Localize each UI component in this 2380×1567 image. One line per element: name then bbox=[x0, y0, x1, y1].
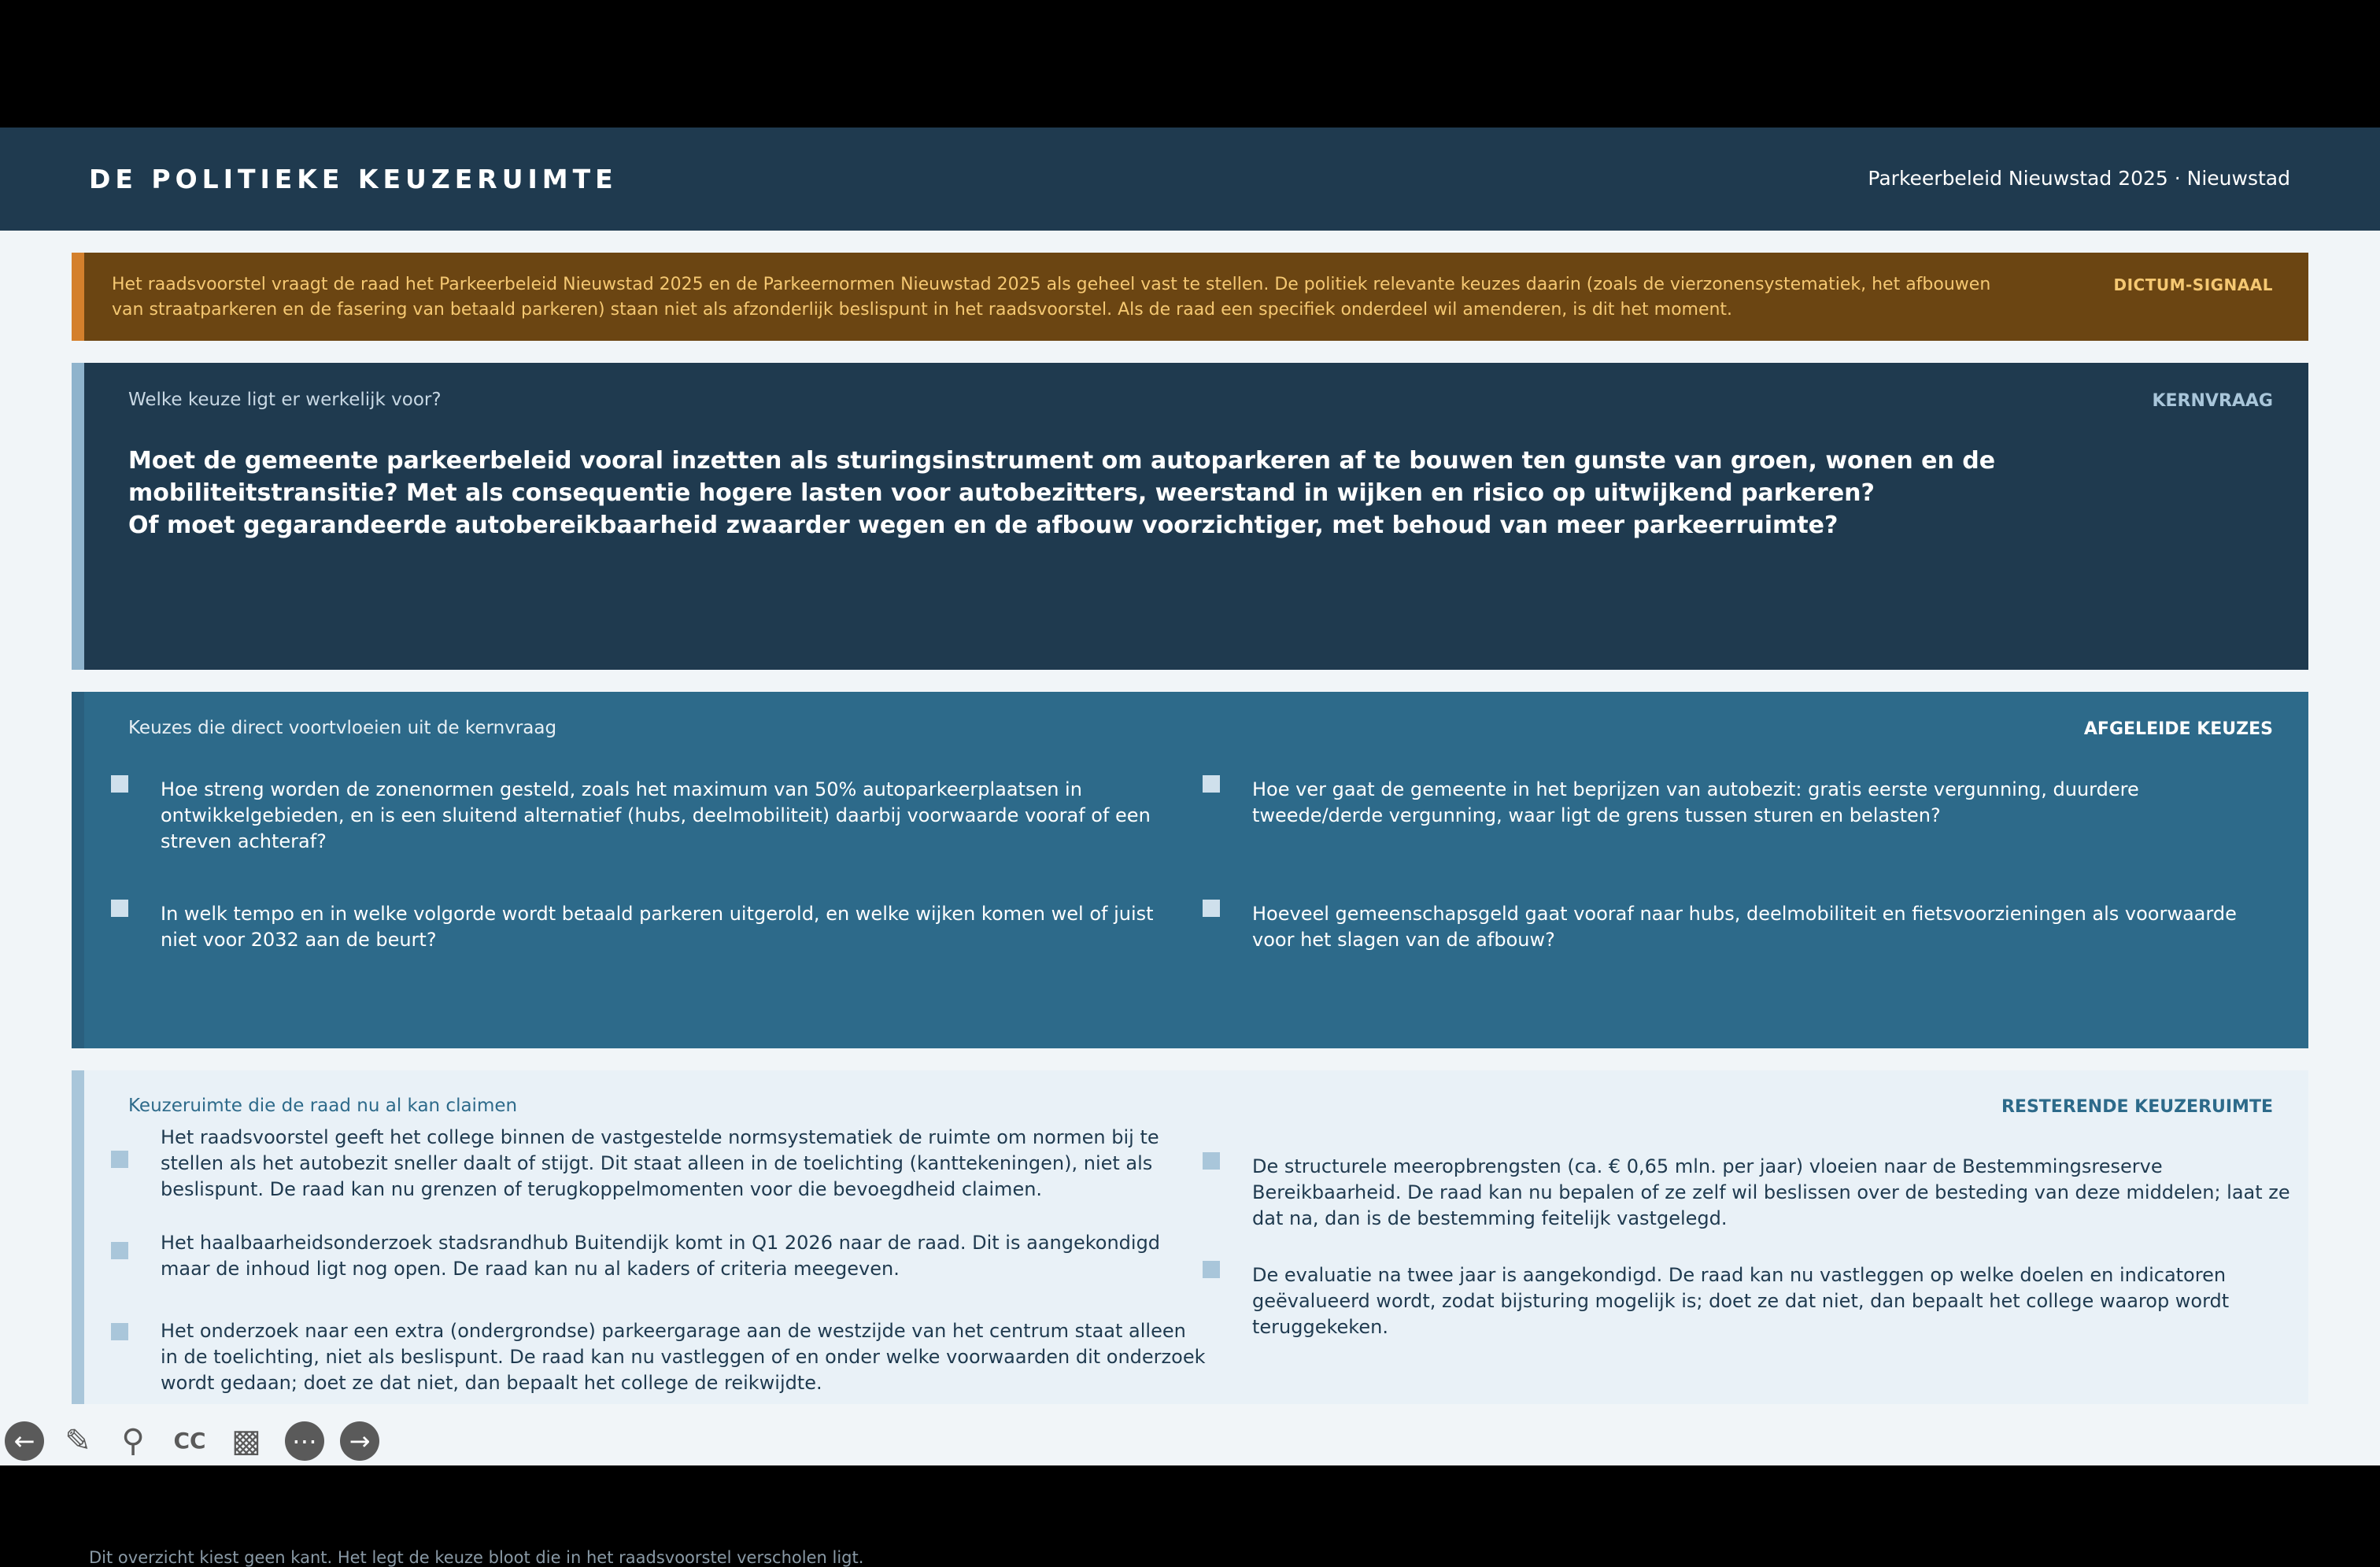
list-item: Het haalbaarheidsonderzoek stadsrandhub Buitendijk komt in Q1 2026 naar de raad. Dit is aangekondigd maar de inhoud ligt nog open. De raad kan nu al kaders of criteria meegeven. bbox=[161, 1232, 1161, 1280]
core-kicker: Welke keuze ligt er werkelijk voor? bbox=[128, 390, 442, 410]
page-subtitle: Parkeerbeleid Nieuwstad 2025 · Nieuwstad bbox=[1868, 167, 2290, 190]
presentation-slide bbox=[0, 128, 2380, 1567]
bullet-square-icon bbox=[1203, 900, 1220, 917]
more-icon[interactable]: ⋯ bbox=[285, 1421, 324, 1461]
pen-icon[interactable]: ✎ bbox=[65, 1423, 91, 1459]
core-tag: KERNVRAAG bbox=[2152, 391, 2273, 411]
captions-icon[interactable]: CC bbox=[173, 1428, 206, 1454]
arrow-right-icon[interactable]: → bbox=[340, 1421, 379, 1461]
bullet-square-icon bbox=[111, 775, 128, 793]
core-question bbox=[128, 445, 2206, 541]
list-item: Hoeveel gemeenschapsgeld gaat vooraf naar hubs, deelmobiliteit en fietsvoorzieningen als voorwaarde voor het slagen van de afbouw? bbox=[1252, 903, 2237, 951]
list-item: Het raadsvoorstel geeft het college binnen de vastgestelde normsystematiek de ruimte om normen bij te stellen als het autobezit sneller daalt of stijgt. Dit staat alleen in de toelichting (kanttekeningen), niet als beslispunt. De raad kan nu grenzen of terugkoppelmomenten voor die bevoegdheid claimen. bbox=[161, 1126, 1159, 1200]
list-item: De evaluatie na twee jaar is aangekondigd. De raad kan nu vastleggen op welke doelen en indicatoren geëvalueerd wordt, zodat bijsturing mogelijk is; doet ze dat niet, dan bepaalt het college waarop wordt teruggekeken. bbox=[1252, 1264, 2230, 1338]
list-item: Hoe streng worden de zonenormen gesteld, zoals het maximum van 50% autoparkeerplaatsen in ontwikkelgebieden, en is een sluitend alternatief (hubs, deelmobiliteit) daarbij voorwaarde vooraf of een streven achteraf? bbox=[161, 778, 1151, 852]
derived-tag: AFGELEIDE KEUZES bbox=[2083, 719, 2273, 739]
derived-kicker: Keuzes die direct voortvloeien uit de kernvraag bbox=[128, 718, 557, 738]
list-item: De structurele meeropbrengsten (ca. € 0,65 mln. per jaar) vloeien naar de Bestemmingsreserve Bereikbaarheid. De raad kan nu bepalen of ze zelf wil beslissen over de besteding van deze middelen; laat ze dat na, dan is de bestemming feitelijk vastgelegd. bbox=[1252, 1155, 2290, 1229]
remaining-tag: RESTERENDE KEUZERUIMTE bbox=[2001, 1097, 2273, 1117]
derived-choices-panel bbox=[72, 692, 2308, 1048]
bullet-square-icon bbox=[1203, 1152, 1220, 1170]
remaining-kicker: Keuzeruimte die de raad nu al kan claimen bbox=[128, 1096, 518, 1116]
footer-note: Dit overzicht kiest geen kant. Het legt de keuze bloot die in het raadsvoorstel verscholen ligt. bbox=[89, 1548, 864, 1567]
list-item: Hoe ver gaat de gemeente in het beprijzen van autobezit: gratis eerste vergunning, duurdere tweede/derde vergunning, waar ligt de grens tussen sturen en belasten? bbox=[1252, 778, 2139, 826]
arrow-left-icon[interactable]: ← bbox=[5, 1421, 44, 1461]
core-question-part-1: Moet de gemeente parkeerbeleid vooral inzetten als sturingsinstrument om autoparkeren af te bouwen ten gunste van groen, wonen en de mobiliteitstransitie? Met als consequentie hogere lasten voor autobezitters, weerstand in wijken en risico op uitwijkend parkeren? bbox=[128, 447, 1996, 507]
bullet-square-icon bbox=[111, 1242, 128, 1259]
bullet-square-icon bbox=[1203, 1261, 1220, 1278]
signal-tag: DICTUM-SIGNAAL bbox=[2113, 275, 2273, 294]
bullet-square-icon bbox=[111, 900, 128, 917]
signal-text: Het raadsvoorstel vraagt de raad het Parkeerbeleid Nieuwstad 2025 en de Parkeernormen Nieuwstad 2025 als geheel vast te stellen. De politiek relevante keuzes daarin (zoals de vierzonensystematiek, het afbouwen van straatparkeren en de fasering van betaald parkeren) staan niet als afzonderlijk beslispunt in het raadsvoorstel. Als de raad een specifiek onderdeel wil amenderen, is dit het moment. bbox=[112, 275, 1991, 320]
list-item: In welk tempo en in welke volgorde wordt betaald parkeren uitgerold, en welke wijken komen wel of juist niet voor 2032 aan de beurt? bbox=[161, 903, 1154, 951]
bullet-square-icon bbox=[1203, 775, 1220, 793]
presentation-toolbar bbox=[5, 1421, 382, 1462]
bullet-square-icon bbox=[111, 1323, 128, 1340]
list-item: Het onderzoek naar een extra (ondergrondse) parkeergarage aan de westzijde van het centrum staat alleen in de toelichting, niet als beslispunt. De raad kan nu vastleggen of en onder welke voorwaarden dit onderzoek wordt gedaan; doet ze dat niet, dan bepaalt het college de reikwijdte. bbox=[161, 1320, 1206, 1394]
core-question-part-2: Of moet gegarandeerde autobereikbaarheid zwaarder wegen en de afbouw voorzichtiger, met behoud van meer parkeerruimte? bbox=[128, 512, 1839, 539]
search-icon[interactable]: ⚲ bbox=[121, 1423, 145, 1459]
video-icon[interactable]: ▩ bbox=[231, 1423, 261, 1459]
slide-header bbox=[0, 128, 2380, 231]
page-title: DE POLITIEKE KEUZERUIMTE bbox=[89, 164, 618, 194]
bullet-square-icon bbox=[111, 1151, 128, 1168]
